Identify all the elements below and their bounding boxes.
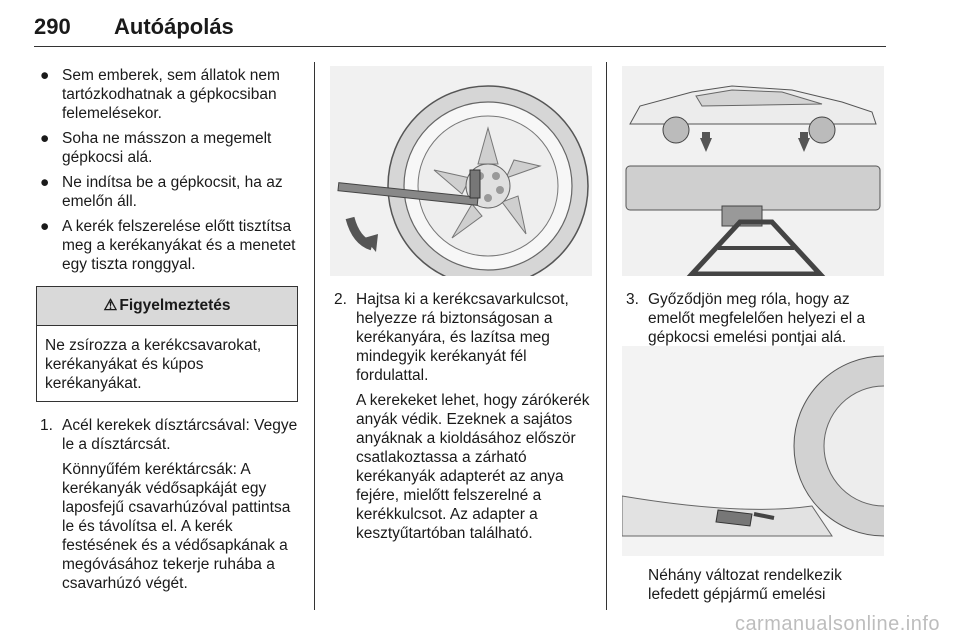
list-item: ● Soha ne másszon a megemelt gépkocsi alá. (40, 130, 272, 166)
step-paragraph: A kerekeket lehet, hogy zárókerék anyák védik. Ezeknek a sajátos anyáknak a kioldásához először csatlakoztassa a zárható kerékanyák adapterét az anya fejére, mielőtt felszerelné a kerékkulcsot. Az adapter a kesztyűtartóban található. (356, 392, 590, 542)
bullet-dot: ● (40, 174, 50, 191)
column-3 (622, 290, 884, 353)
list-item: ● Ne indítsa be a gépkocsit, ha az emelőn áll. (40, 174, 283, 210)
bullet-dot: ● (40, 130, 50, 147)
list-item: ● A kerék felszerelése előtt tisztítsa meg a kerékanyákat és a menetet egy tiszta ronggyal. (40, 218, 296, 273)
step-number: 3. (626, 291, 639, 308)
watermark: carmanualsonline.info (734, 613, 940, 635)
step-number: 1. (40, 417, 53, 434)
warning-triangle-icon: ⚠ (103, 297, 118, 314)
step-paragraph: Könnyűfém keréktárcsák: A kerékanyák védősapkáját egy laposfejű csavarhúzóval pattintsa le és távolítsa el. A kerék festésének és a védősapkának a megóvásához tekerje ruhába a csavarhúzó végét. (62, 461, 291, 592)
warning-text: Ne zsírozza a kerékcsavarokat, kerékanyákat és kúpos kerékanyákat. (45, 337, 262, 392)
column-1 (36, 66, 302, 599)
step-3 (622, 290, 884, 347)
step-2 (330, 290, 592, 543)
column-divider (314, 62, 315, 610)
list-item: ● Sem emberek, sem állatok nem tartózkodhatnak a gépkocsiban felemelésekor. (40, 67, 280, 122)
warning-box (36, 286, 298, 402)
bullet-dot: ● (40, 67, 50, 84)
bullet-dot: ● (40, 218, 50, 235)
chapter-title: Autóápolás (114, 14, 234, 39)
continuation-text: Néhány változat rendelkezik lefedett gépjármű emelési (648, 567, 842, 603)
page-header (34, 6, 886, 47)
warning-title: Figyelmeztetés (119, 297, 231, 314)
warning-header (37, 287, 297, 326)
column-divider (606, 62, 607, 610)
column-2 (330, 290, 592, 549)
step-1 (36, 416, 302, 593)
step-paragraph: Acél kerekek dísztárcsával: Vegye le a dísztárcsát. (62, 417, 298, 453)
wheel-wrench-illustration (330, 66, 592, 276)
step-paragraph: Győződjön meg róla, hogy az emelőt megfelelően helyezi el a gépkocsi emelési pontjai alá. (648, 291, 866, 346)
car-jack-points-illustration (622, 66, 884, 276)
step-number: 2. (334, 291, 347, 308)
jack-point-closeup-illustration (622, 346, 884, 556)
step-paragraph: Hajtsa ki a kerékcsavarkulcsot, helyezze rá biztonságosan a kerékanyára, és lazítsa meg mindegyik kerékanyát fél fordulattal. (356, 291, 569, 384)
page-number: 290 (34, 14, 71, 39)
